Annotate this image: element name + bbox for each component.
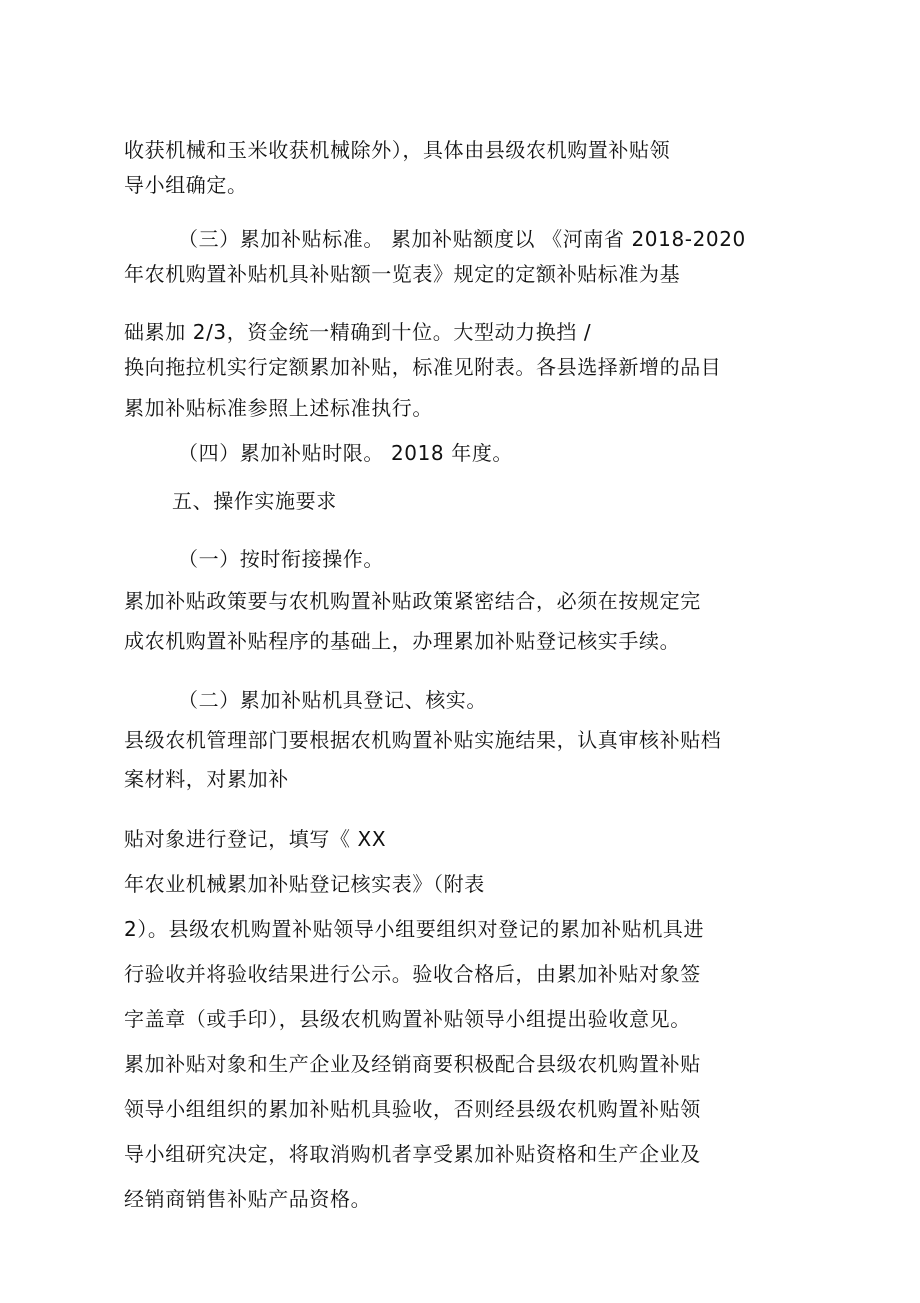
- text-line: 字盖章（或手印），县级农机购置补贴领导小组提出验收意见。: [124, 1007, 691, 1031]
- text-line: 行验收并将验收结果进行公示。验收合格后，由累加补贴对象签: [124, 962, 701, 986]
- text-line: 2）。县级农机购置补贴领导小组要组织对登记的累加补贴机具进: [124, 917, 705, 941]
- text-line: 成农机购置补贴程序的基础上，办理累加补贴登记核实手续。: [124, 629, 681, 653]
- text-line: 础累加 2/3，资金统一精确到十位。大型动力换挡 /: [124, 320, 592, 344]
- text-line: 导小组研究决定，将取消购机者享受累加补贴资格和生产企业及: [124, 1142, 701, 1166]
- text-line: 案材料，对累加补: [124, 767, 289, 791]
- text-line: 累加补贴对象和生产企业及经销商要积极配合县级农机购置补贴: [124, 1052, 701, 1076]
- text-line: 累加补贴政策要与农机购置补贴政策紧密结合，必须在按规定完: [124, 589, 701, 613]
- subsection-heading: （二）累加补贴机具登记、核实。: [178, 688, 487, 712]
- text-line: 年农机购置补贴机具补贴额一览表》规定的定额补贴标准为基: [124, 262, 681, 286]
- text-line: 换向拖拉机实行定额累加补贴，标准见附表。各县选择新增的品目: [124, 355, 722, 379]
- text-line: 收获机械和玉米收获机械除外），具体由县级农机购置补贴领: [124, 138, 671, 162]
- text-line: 累加补贴标准参照上述标准执行。: [124, 396, 433, 420]
- text-line: 领导小组组织的累加补贴机具验收，否则经县级农机购置补贴领: [124, 1097, 701, 1121]
- text-line: 县级农机管理部门要根据农机购置补贴实施结果，认真审核补贴档: [124, 728, 722, 752]
- text-line: 贴对象进行登记，填写《 XX: [124, 827, 387, 851]
- text-line: （三）累加补贴标准。 累加补贴额度以 《河南省 2018-2020: [178, 227, 746, 251]
- subsection-heading: （一）按时衔接操作。: [178, 547, 384, 571]
- section-heading: 五、操作实施要求: [172, 489, 337, 513]
- text-line: （四）累加补贴时限。 2018 年度。: [178, 441, 514, 465]
- text-line: 经销商销售补贴产品资格。: [124, 1187, 372, 1211]
- text-line: 导小组确定。: [124, 173, 248, 197]
- text-line: 年农业机械累加补贴登记核实表》（附表: [124, 872, 485, 896]
